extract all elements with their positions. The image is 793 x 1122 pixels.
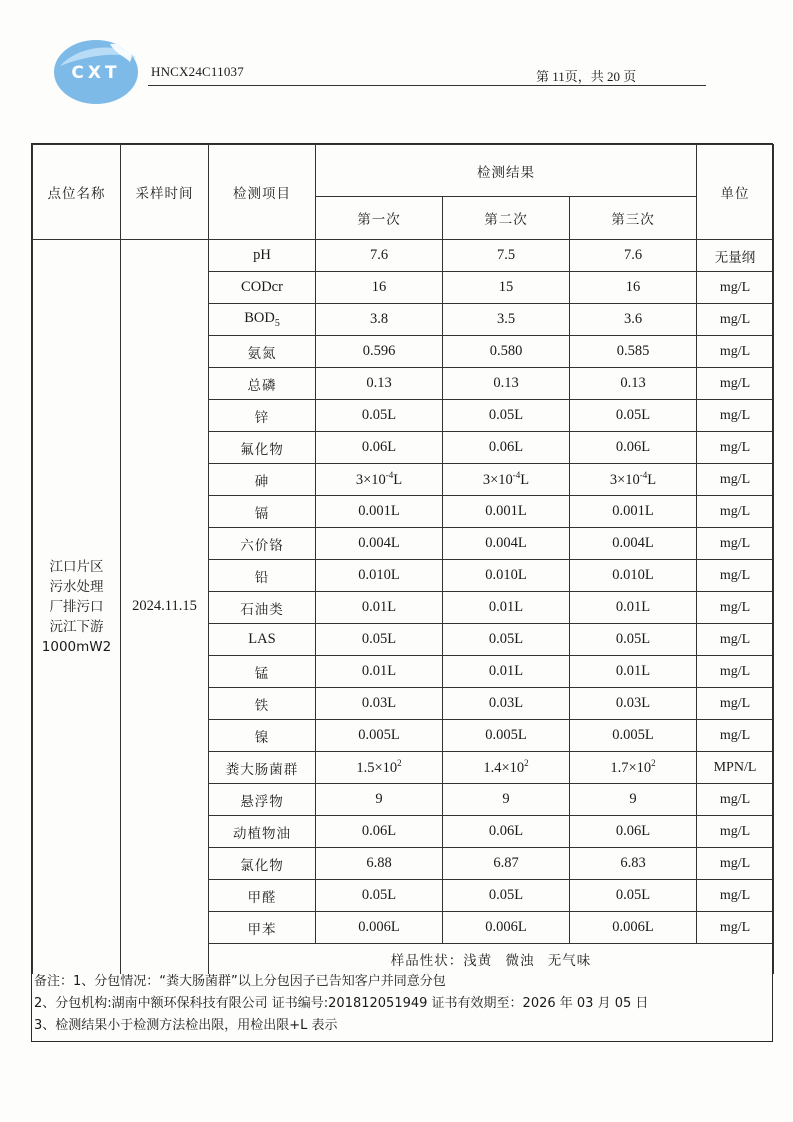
- result-cell-v2: 0.06L: [443, 432, 570, 464]
- notes: [34, 971, 648, 1037]
- unit-cell: MPN/L: [697, 752, 774, 784]
- unit-cell: mg/L: [697, 272, 774, 304]
- result-cell-v1: 0.004L: [316, 528, 443, 560]
- item-cell: 镍: [209, 720, 316, 752]
- result-cell-v3: 0.004L: [570, 528, 697, 560]
- item-cell: 铁: [209, 688, 316, 720]
- result-cell-v3: 0.03L: [570, 688, 697, 720]
- result-cell-v2: 15: [443, 272, 570, 304]
- result-cell-v2: 0.004L: [443, 528, 570, 560]
- item-cell: 石油类: [209, 592, 316, 624]
- result-cell-v3: 7.6: [570, 240, 697, 272]
- result-cell-v1: 0.05L: [316, 400, 443, 432]
- result-cell-v1: 0.13: [316, 368, 443, 400]
- result-cell-v2: $1.4\times 10^2$: [443, 752, 570, 784]
- result-cell-v3: 0.05L: [570, 880, 697, 912]
- result-cell-v2: 0.580: [443, 336, 570, 368]
- result-cell-v3: 0.005L: [570, 720, 697, 752]
- unit-cell: mg/L: [697, 400, 774, 432]
- result-cell-v2: 0.01L: [443, 656, 570, 688]
- location-line: 江口片区: [49, 558, 104, 575]
- result-cell-v3: 0.05L: [570, 400, 697, 432]
- result-cell-v2: 0.010L: [443, 560, 570, 592]
- result-cell-v2: $3\times 10^{-4}L$: [443, 464, 570, 496]
- result-cell-v3: 0.06L: [570, 816, 697, 848]
- note-3: 3、检测结果小于检测方法检出限，用检出限+L 表示: [34, 1018, 338, 1033]
- result-cell-v1: 0.005L: [316, 720, 443, 752]
- result-cell-v2: 0.13: [443, 368, 570, 400]
- item-cell: 氨氮: [209, 336, 316, 368]
- header-rule: [148, 85, 706, 86]
- unit-cell: mg/L: [697, 816, 774, 848]
- result-cell-v3: 0.585: [570, 336, 697, 368]
- location-line: 沅江下游: [49, 618, 104, 635]
- result-cell-v2: 0.01L: [443, 592, 570, 624]
- header-third: 第三次: [570, 197, 697, 240]
- unit-cell: mg/L: [697, 336, 774, 368]
- unit-cell: mg/L: [697, 592, 774, 624]
- item-cell: 粪大肠菌群: [209, 752, 316, 784]
- item-cell: 总磷: [209, 368, 316, 400]
- item-cell: 砷: [209, 464, 316, 496]
- item-cell: 铅: [209, 560, 316, 592]
- result-cell-v1: $1.5\times 10^2$: [316, 752, 443, 784]
- unit-cell: mg/L: [697, 912, 774, 944]
- item-cell: 氯化物: [209, 848, 316, 880]
- result-cell-v3: $3\times 10^{-4}L$: [570, 464, 697, 496]
- location-line: 厂排污口: [49, 598, 104, 615]
- result-cell-v2: 0.006L: [443, 912, 570, 944]
- unit-cell: mg/L: [697, 432, 774, 464]
- result-cell-v2: 0.05L: [443, 400, 570, 432]
- unit-cell: mg/L: [697, 528, 774, 560]
- header-second: 第二次: [443, 197, 570, 240]
- result-cell-v3: 9: [570, 784, 697, 816]
- result-cell-v1: 6.88: [316, 848, 443, 880]
- result-cell-v1: 3.8: [316, 304, 443, 336]
- result-cell-v3: 0.13: [570, 368, 697, 400]
- location-cell: [33, 240, 121, 974]
- header-unit: 单位: [697, 145, 774, 240]
- result-cell-v3: 16: [570, 272, 697, 304]
- result-cell-v2: 0.06L: [443, 816, 570, 848]
- unit-cell: 无量纲: [697, 240, 774, 272]
- item-cell: CODcr: [209, 272, 316, 304]
- result-cell-v3: 0.05L: [570, 624, 697, 656]
- result-cell-v3: 0.010L: [570, 560, 697, 592]
- result-cell-v1: 16: [316, 272, 443, 304]
- header-sample-time: 采样时间: [121, 145, 209, 240]
- result-cell-v1: 7.6: [316, 240, 443, 272]
- result-cell-v2: 0.001L: [443, 496, 570, 528]
- item-cell: pH: [209, 240, 316, 272]
- note-2: 2、分包机构:湖南中额环保科技有限公司 证书编号:201812051949 证书有效期至：2026 年 03 月 05 日: [34, 996, 649, 1011]
- result-cell-v3: 0.06L: [570, 432, 697, 464]
- logo-text: CXT: [71, 63, 121, 83]
- report-number: HNCX24C11037: [151, 64, 244, 79]
- location-line: 1000mW2: [41, 638, 112, 655]
- result-cell-v2: 6.87: [443, 848, 570, 880]
- location-line: 污水处理: [49, 578, 104, 595]
- result-cell-v1: 0.05L: [316, 624, 443, 656]
- item-cell: 六价铬: [209, 528, 316, 560]
- result-cell-v2: 9: [443, 784, 570, 816]
- result-cell-v1: 0.010L: [316, 560, 443, 592]
- item-cell: 甲醛: [209, 880, 316, 912]
- result-cell-v2: 0.05L: [443, 624, 570, 656]
- result-cell-v3: 3.6: [570, 304, 697, 336]
- result-cell-v3: $1.7\times 10^2$: [570, 752, 697, 784]
- result-cell-v2: 3.5: [443, 304, 570, 336]
- result-cell-v2: 0.005L: [443, 720, 570, 752]
- result-cell-v1: 0.596: [316, 336, 443, 368]
- result-cell-v1: 0.03L: [316, 688, 443, 720]
- unit-cell: mg/L: [697, 496, 774, 528]
- result-cell-v1: $3\times 10^{-4}L$: [316, 464, 443, 496]
- unit-cell: mg/L: [697, 304, 774, 336]
- result-cell-v1: 0.01L: [316, 592, 443, 624]
- result-cell-v1: 0.006L: [316, 912, 443, 944]
- result-cell-v1: 9: [316, 784, 443, 816]
- result-cell-v1: 0.01L: [316, 656, 443, 688]
- result-cell-v1: 0.05L: [316, 880, 443, 912]
- sample-properties: 样品性状：浅黄 微浊 无气味: [209, 944, 774, 974]
- unit-cell: mg/L: [697, 880, 774, 912]
- header-item: 检测项目: [209, 145, 316, 240]
- result-cell-v2: 7.5: [443, 240, 570, 272]
- results-table: [32, 144, 774, 974]
- result-cell-v3: 6.83: [570, 848, 697, 880]
- item-cell: 甲苯: [209, 912, 316, 944]
- result-cell-v3: 0.01L: [570, 656, 697, 688]
- table-row: [33, 240, 774, 272]
- item-cell: 氟化物: [209, 432, 316, 464]
- page-info: 第 11页，共 20 页: [536, 69, 637, 84]
- item-cell: 镉: [209, 496, 316, 528]
- result-cell-v1: 0.001L: [316, 496, 443, 528]
- header-results: 检测结果: [316, 145, 697, 197]
- unit-cell: mg/L: [697, 848, 774, 880]
- unit-cell: mg/L: [697, 720, 774, 752]
- header-first: 第一次: [316, 197, 443, 240]
- note-1: 备注：1、分包情况：“粪大肠菌群”以上分包因子已告知客户并同意分包: [34, 974, 446, 989]
- item-cell: 锌: [209, 400, 316, 432]
- item-cell: $BOD_5$: [209, 304, 316, 336]
- unit-cell: mg/L: [697, 656, 774, 688]
- sample-time-cell: 2024.11.15: [121, 240, 209, 974]
- item-cell: 锰: [209, 656, 316, 688]
- company-logo: [50, 36, 142, 106]
- result-cell-v2: 0.05L: [443, 880, 570, 912]
- item-cell: LAS: [209, 624, 316, 656]
- result-cell-v3: 0.006L: [570, 912, 697, 944]
- result-cell-v2: 0.03L: [443, 688, 570, 720]
- unit-cell: mg/L: [697, 624, 774, 656]
- unit-cell: mg/L: [697, 464, 774, 496]
- unit-cell: mg/L: [697, 560, 774, 592]
- unit-cell: mg/L: [697, 688, 774, 720]
- header-location: 点位名称: [33, 145, 121, 240]
- unit-cell: mg/L: [697, 784, 774, 816]
- item-cell: 悬浮物: [209, 784, 316, 816]
- result-cell-v3: 0.001L: [570, 496, 697, 528]
- result-cell-v3: 0.01L: [570, 592, 697, 624]
- result-cell-v1: 0.06L: [316, 432, 443, 464]
- item-cell: 动植物油: [209, 816, 316, 848]
- result-cell-v1: 0.06L: [316, 816, 443, 848]
- unit-cell: mg/L: [697, 368, 774, 400]
